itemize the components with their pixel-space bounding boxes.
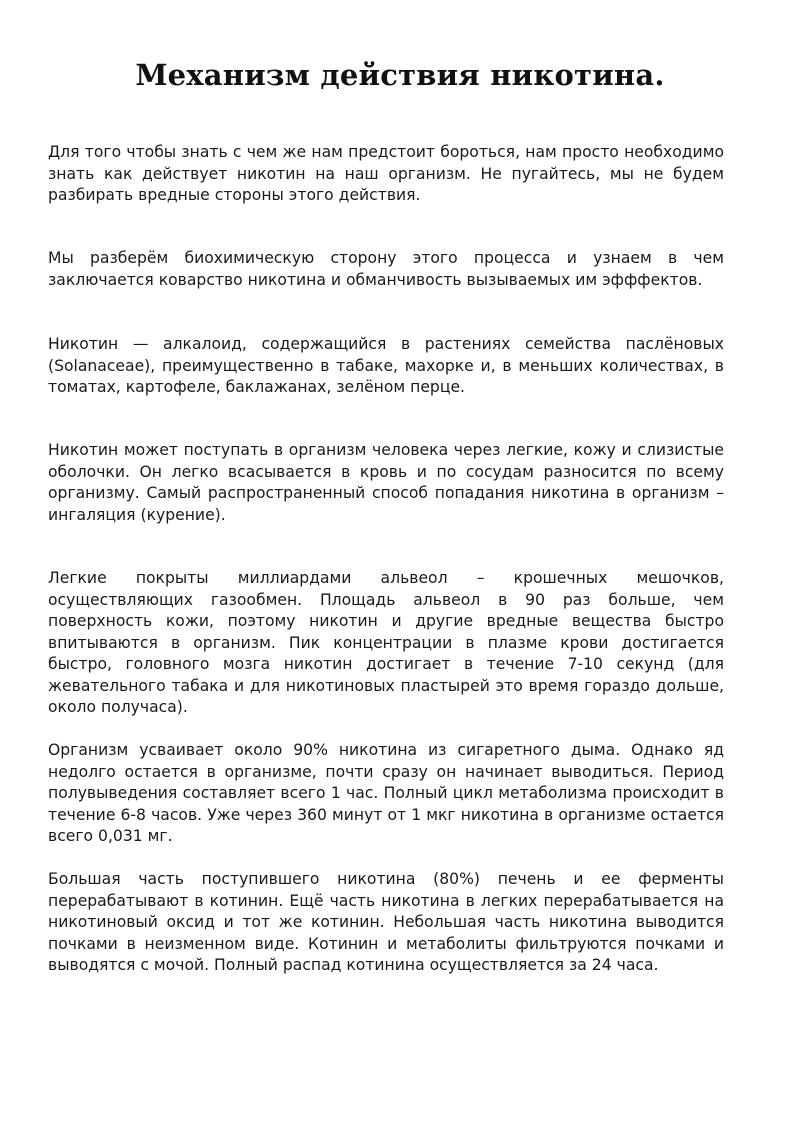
paragraph-intro: Для того чтобы знать с чем же нам предстоит бороться, нам просто необходимо знать как действует никотин на наш организм. Не пугайтесь, мы не будем разбирать вредные стороны этого действия.	[48, 143, 724, 204]
paragraph-entry-routes: Никотин может поступать в организм человека через легкие, кожу и слизистые оболочки. Он легко всасывается в кровь и по сосудам разносится по всему организму. Самый распространенный способ попадания никотина в организм – ингаляция (курение).	[48, 441, 724, 524]
paragraph-absorption: Организм усваивает около 90% никотина из сигаретного дыма. Однако яд недолго остается в организме, почти сразу он начинает выводиться. Период полувыведения составляет всего 1 час. Полный цикл метаболизма происходит в течение 6-8 часов. Уже через 360 минут от 1 мкг никотина в организме остается всего 0,031 мг.	[48, 741, 724, 845]
paragraph-biochemistry: Мы разберём биохимическую сторону этого процесса и узнаем в чем заключается коварство никотина и обманчивость вызываемых им эфффектов.	[48, 249, 724, 289]
page-title: Механизм действия никотина.	[135, 58, 665, 92]
paragraph-lungs: Легкие покрыты миллиардами альвеол – крошечных мешочков, осуществляющих газообмен. Площадь альвеол в 90 раз больше, чем поверхность кожи, поэтому никотин и другие вредные вещества быстро впитываются в организм. Пик концентрации в плазме крови достигается быстро, головного мозга никотин достигает в течение 7-10 секунд (для жевательного табака и для никотиновых пластырей это время гораздо дольше, около получаса).	[48, 569, 724, 716]
paragraph-metabolism: Большая часть поступившего никотина (80%) печень и ее ферменты перерабатывают в котинин. Ещё часть никотина в легких перерабатывается на никотиновый оксид и тот же котинин. Небольшая часть никотина выводится почками в неизменном виде. Котинин и метаболиты фильтруются почками и выводятся с мочой. Полный распад котинина осуществляется за 24 часа.	[48, 870, 724, 974]
paragraph-alkaloid: Никотин — алкалоид, содержащийся в растениях семейства паслёновых (Solanaceae), преимущественно в табаке, махорке и, в меньших количествах, в томатах, картофеле, баклажанах, зелёном перце.	[48, 335, 724, 396]
